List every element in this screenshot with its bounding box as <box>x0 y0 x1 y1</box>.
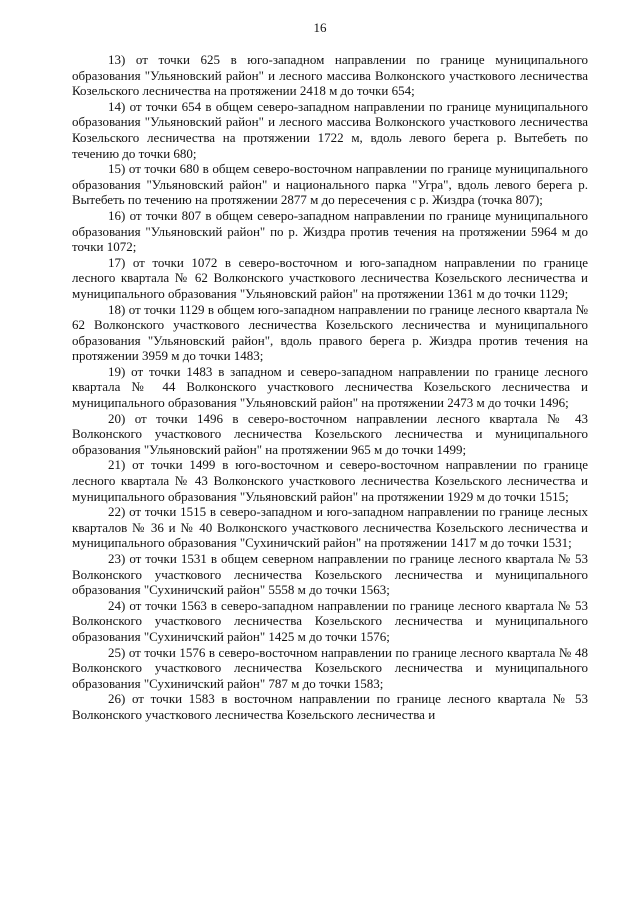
page-number: 16 <box>313 20 327 35</box>
paragraph-18: 18) от точки 1129 в общем юго-западном направлении по границе лесного квартала № 62 Волконского участкового лесничества Козельского лесничества и муниципального образования "Ульяновский район", вдоль правого берега р. Жиздра против течения на протяжении 3959 м до точки 1483; <box>72 301 588 364</box>
paragraph-15: 15) от точки 680 в общем северо-восточном направлении по границе муниципального образования "Ульяновский район" и национального парка "Угра", вдоль левого берега р. Вытебеть по течению на протяжении 2877 м до пересечения с р. Жиздра (точка 807); <box>72 161 588 208</box>
paragraph-19: 19) от точки 1483 в западном и северо-западном направлении по границе лесного квартала № 44 Волконского участкового лесничества Козельского лесничества и муниципального образования "Ульяновский район" на протяжении 2473 м до точки 1496; <box>72 363 588 411</box>
document-body <box>72 52 588 723</box>
paragraph-23: 23) от точки 1531 в общем северном направлении по границе лесного квартала № 53 Волконского участкового лесничества Козельского лесничества и муниципального образования "Сухиничский район" 5558 м до точки 1563; <box>72 551 588 598</box>
paragraph-20: 20) от точки 1496 в северо-восточном направлении лесного квартала № 43 Волконского участкового лесничества Козельского лесничества и муниципального образования "Ульяновский район" на протяжении 965 м до точки 1499; <box>72 410 588 457</box>
paragraph-24: 24) от точки 1563 в северо-западном направлении по границе лесного квартала № 53 Волконского участкового лесничества Козельского лесничества и муниципального образования "Сухиничский район" 1425 м до точки 1576; <box>72 597 588 644</box>
paragraph-16: 16) от точки 807 в общем северо-западном направлении по границе муниципального образования "Ульяновский район" по р. Жиздра против течения на протяжении 5964 м до точки 1072; <box>72 207 588 255</box>
paragraph-13: 13) от точки 625 в юго-западном направлении по границе муниципального образования "Ульяновский район" и лесного массива Волконского участкового лесничества Козельского лесничества на протяжении 2418 м до точки 654; <box>72 52 588 99</box>
paragraph-22: 22) от точки 1515 в северо-западном и юго-западном направлении по границе лесных кварталов № 36 и № 40 Волконского участкового лесничества Козельского лесничества и муниципального образования "Сухиничский район" на протяжении 1417 м до точки 1531; <box>72 504 588 551</box>
paragraph-17: 17) от точки 1072 в северо-восточном и юго-западном направлении по границе лесного квартала № 62 Волконского участкового лесничества Козельского лесничества и муниципального образования "Ульяновский район" на протяжении 1361 м до точки 1129; <box>72 254 588 301</box>
paragraph-25: 25) от точки 1576 в северо-восточном направлении по границе лесного квартала № 48 Волконского участкового лесничества Козельского лесничества и муниципального образования "Сухиничский район" 787 м до точки 1583; <box>72 644 588 691</box>
paragraph-14: 14) от точки 654 в общем северо-западном направлении по границе муниципального образования "Ульяновский район" и лесного массива Волконского участкового лесничества Козельского лесничества на протяжении 1722 м, вдоль левого берега р. Вытебеть по течению до точки 680; <box>72 98 588 161</box>
paragraph-21: 21) от точки 1499 в юго-восточном и северо-восточном направлении по границе лесного квартала № 43 Волконского участкового лесничества Козельского лесничества и муниципального образования "Ульяновский район" на протяжении 1929 м до точки 1515; <box>72 457 588 504</box>
paragraph-26: 26) от точки 1583 в восточном направлении по границе лесного квартала № 53 Волконского участкового лесничества Козельского лесничества и <box>72 691 588 722</box>
